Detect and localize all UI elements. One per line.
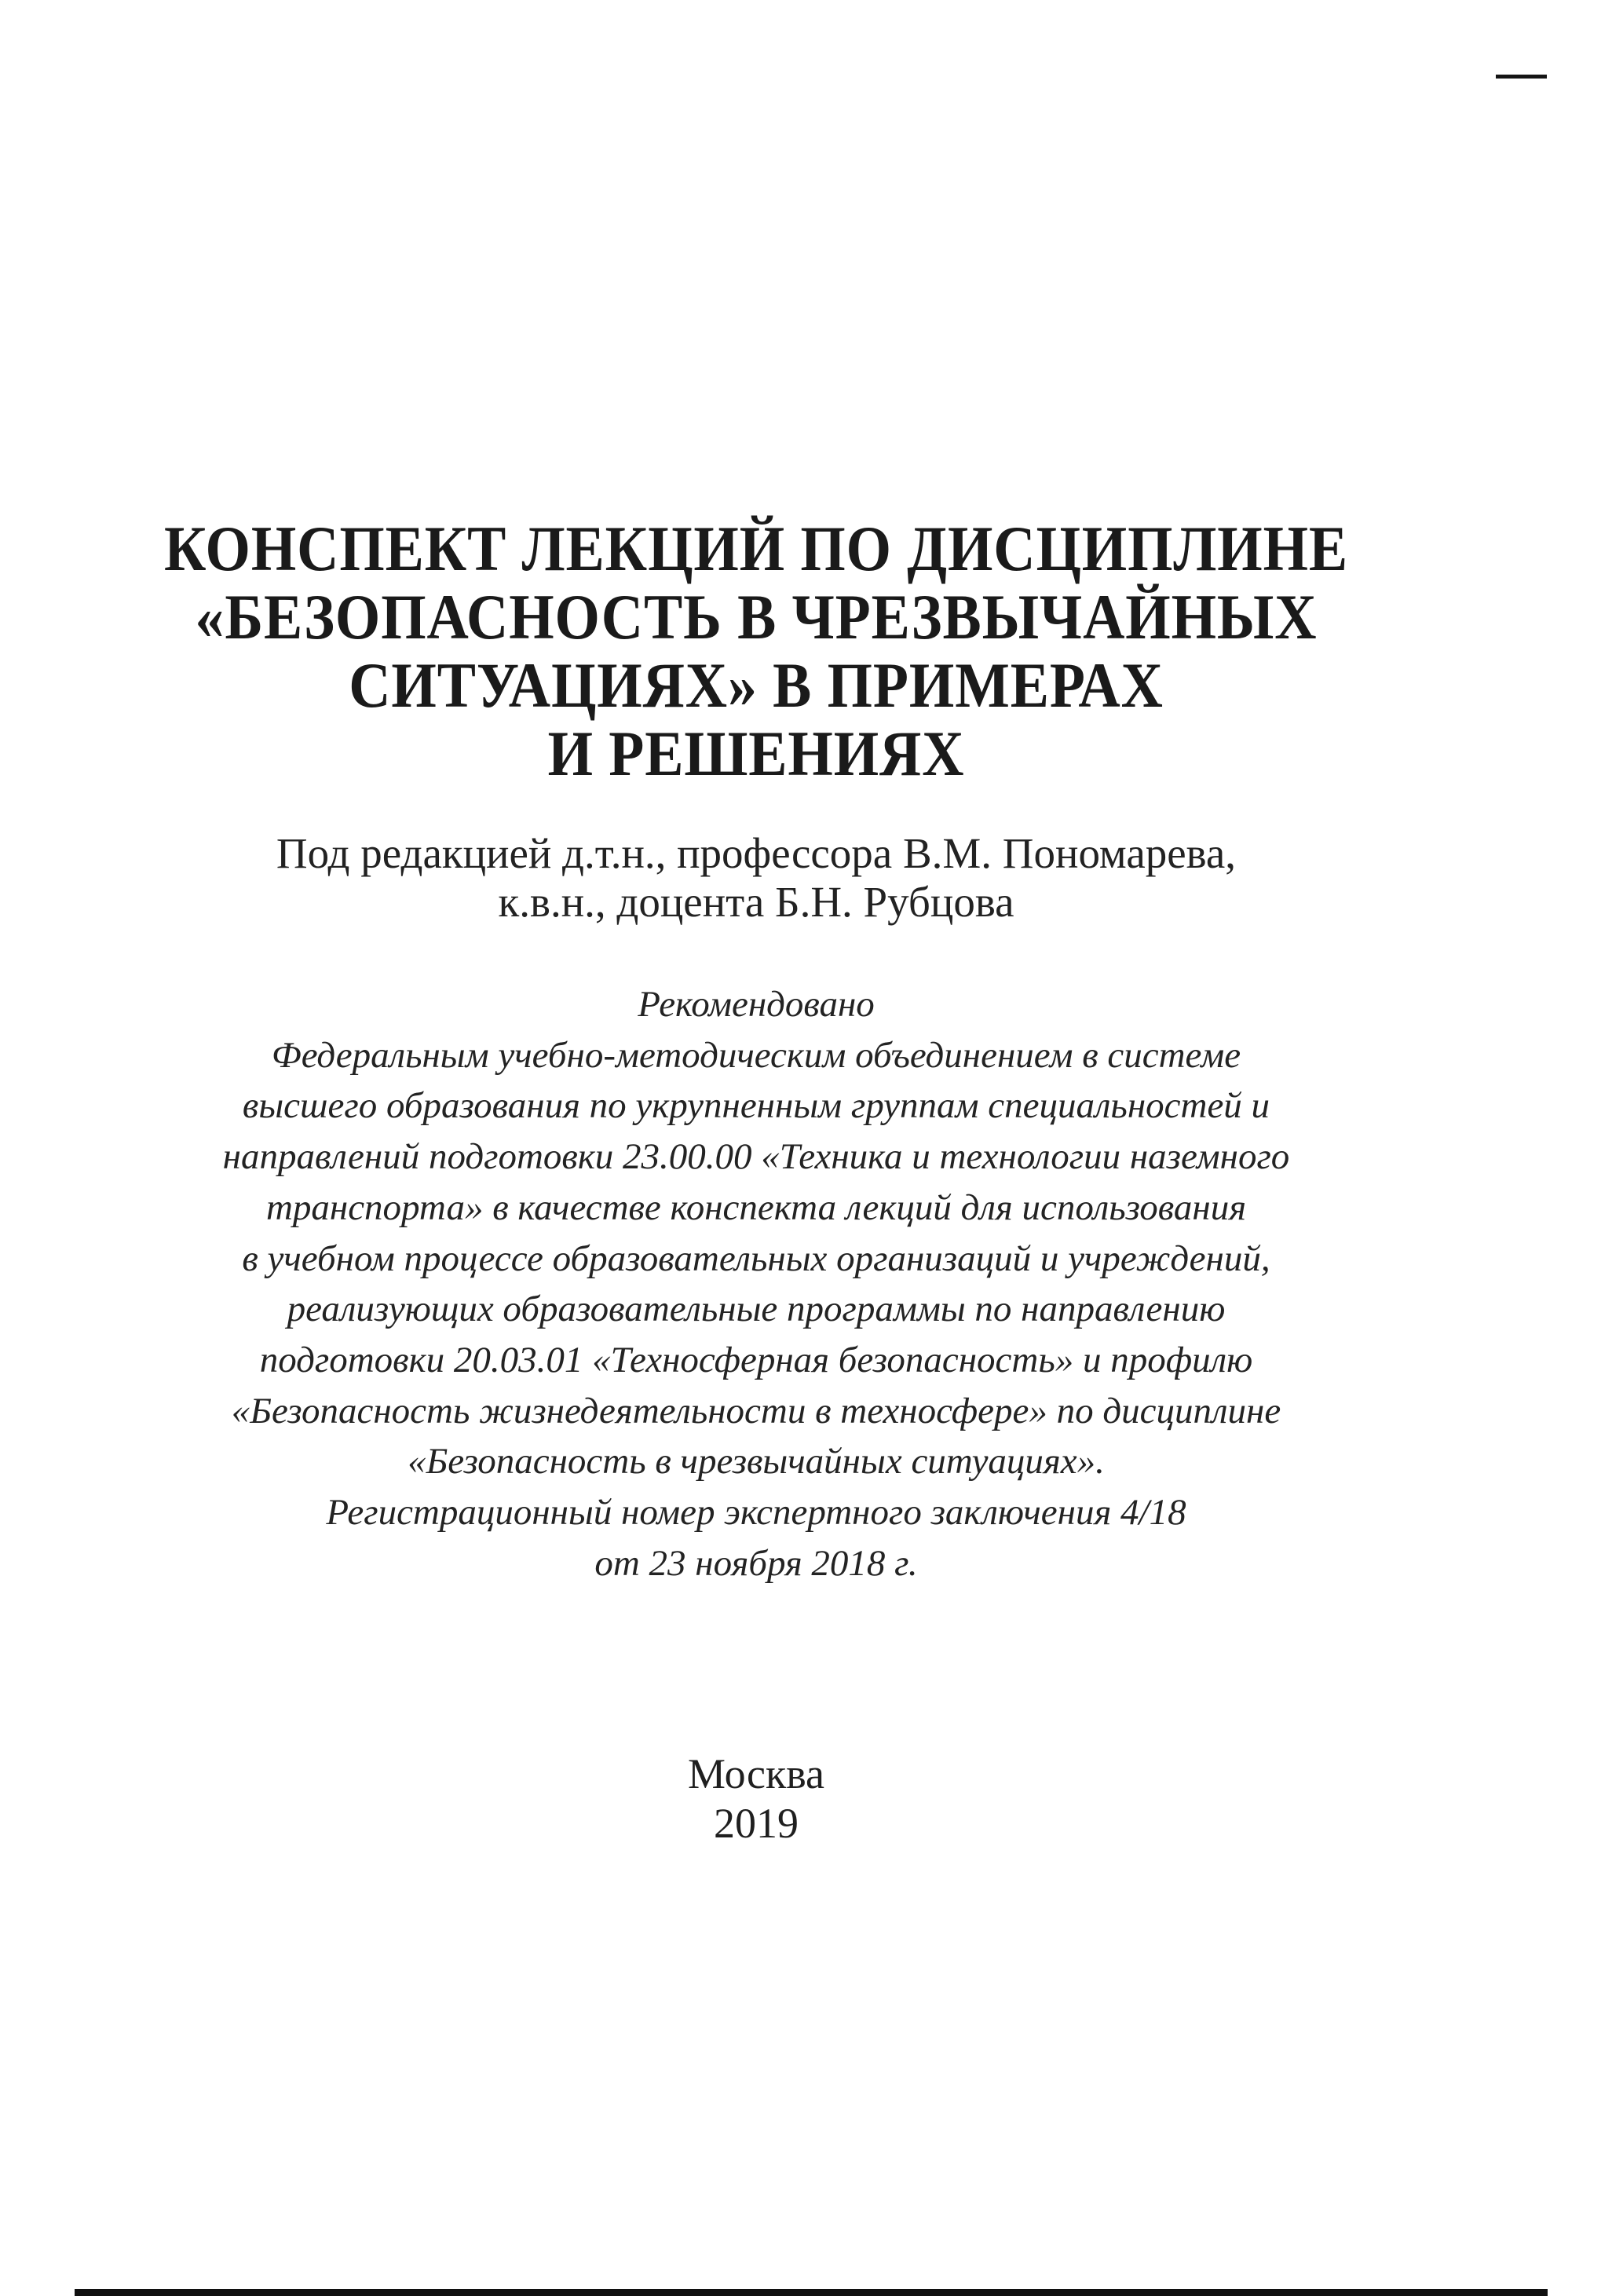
editors-credit-line: к.в.н., доцента Б.Н. Рубцова — [498, 878, 1014, 926]
editors-credit — [89, 829, 1424, 927]
recommendation-line: Федеральным учебно-методическим объединением в системе — [271, 1034, 1241, 1076]
recommendation-line: направлений подготовки 23.00.00 «Техника и технологии наземного — [222, 1136, 1290, 1178]
top-right-crop-mark-line — [1496, 75, 1547, 79]
book-title-line: КОНСПЕКТ ЛЕКЦИЙ ПО ДИСЦИПЛИНЕ — [163, 513, 1349, 584]
recommendation-line: высшего образования по укрупненным группам специальностей и — [242, 1085, 1270, 1127]
imprint-city: Москва — [688, 1750, 824, 1797]
recommendation-line: подготовки 20.03.01 «Техносферная безопасность» и профилю — [259, 1339, 1253, 1380]
book-title-line: И РЕШЕНИЯХ — [547, 718, 965, 789]
recommendation-line: «Безопасность жизнедеятельности в техносфере» по дисциплине — [231, 1390, 1281, 1431]
recommendation-block — [89, 979, 1424, 1589]
recommendation-line: от 23 ноября 2018 г. — [594, 1542, 918, 1584]
book-title-line: «БЕЗОПАСНОСТЬ В ЧРЕЗВЫЧАЙНЫХ — [195, 581, 1318, 653]
recommendation-line: реализующих образовательные программы по направлению — [287, 1289, 1226, 1330]
editors-credit-line: Под редакцией д.т.н., профессора В.М. Пономарева, — [276, 829, 1237, 877]
recommendation-line: транспорта» в качестве конспекта лекций для использования — [265, 1186, 1247, 1228]
imprint — [89, 1749, 1424, 1848]
recommendation-line: Регистрационный номер экспертного заключения 4/18 — [326, 1492, 1186, 1534]
recommendation-line: Рекомендовано — [638, 984, 875, 1025]
imprint-year: 2019 — [714, 1800, 799, 1847]
recommendation-line: в учебном процессе образовательных организаций и учреждений, — [242, 1238, 1270, 1279]
book-title — [155, 514, 1357, 788]
page-bottom-edge-line — [75, 2289, 1548, 2296]
recommendation-line: «Безопасность в чрезвычайных ситуациях». — [408, 1441, 1105, 1483]
book-title-line: СИТУАЦИЯХ» В ПРИМЕРАХ — [349, 649, 1164, 721]
